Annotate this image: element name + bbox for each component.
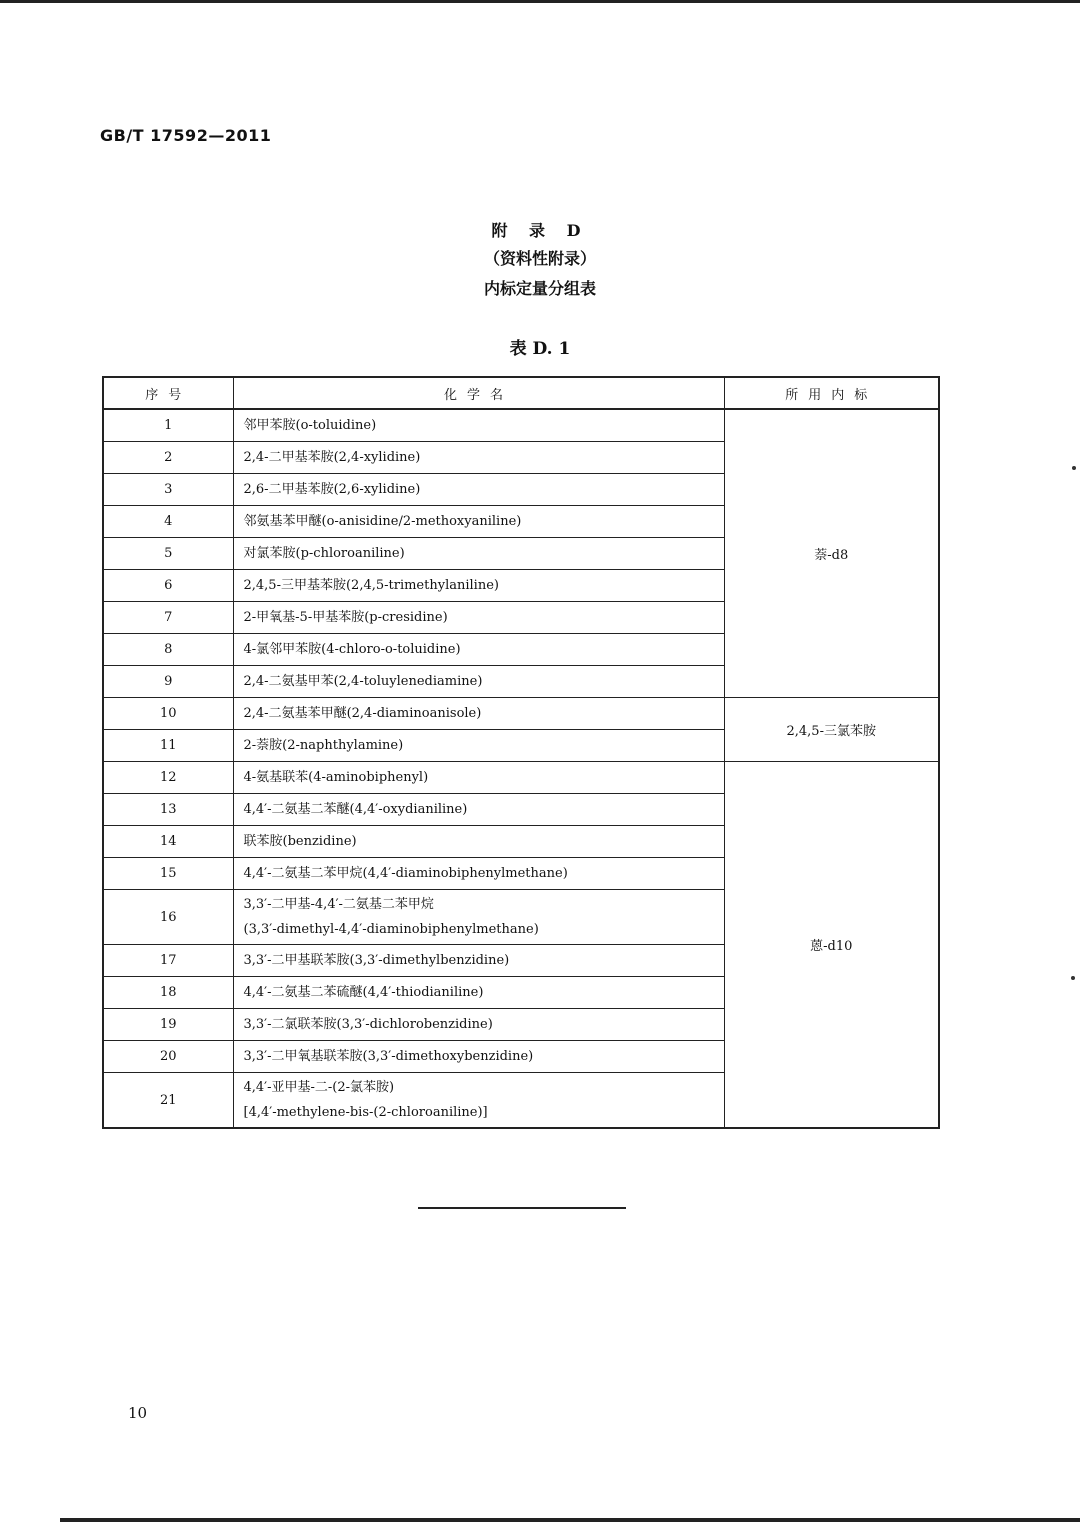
chemical-name: 4,4′-亚甲基-二-(2-氯苯胺) [4,4′-methylene-bis-(2-chloroaniline)] bbox=[233, 1073, 724, 1129]
internal-standard-table bbox=[102, 376, 940, 1129]
chemical-name: 2-甲氧基-5-甲基苯胺(p-cresidine) bbox=[233, 602, 724, 634]
chemical-name: 4,4′-二氨基二苯硫醚(4,4′-thiodianiline) bbox=[233, 977, 724, 1009]
row-number: 9 bbox=[103, 666, 233, 698]
row-number: 10 bbox=[103, 698, 233, 730]
row-number: 11 bbox=[103, 730, 233, 762]
table-row bbox=[103, 698, 939, 730]
row-number: 1 bbox=[103, 409, 233, 442]
row-number: 2 bbox=[103, 442, 233, 474]
table-row bbox=[103, 762, 939, 794]
chemical-name: 3,3′-二氯联苯胺(3,3′-dichlorobenzidine) bbox=[233, 1009, 724, 1041]
row-number: 18 bbox=[103, 977, 233, 1009]
appendix-subtitle: （资料性附录） bbox=[483, 249, 596, 268]
row-number: 6 bbox=[103, 570, 233, 602]
scan-speck bbox=[1072, 466, 1076, 470]
row-number: 14 bbox=[103, 826, 233, 858]
chemical-name: 4,4′-二氨基二苯甲烷(4,4′-diaminobiphenylmethane) bbox=[233, 858, 724, 890]
row-number: 20 bbox=[103, 1041, 233, 1073]
scan-edge-top bbox=[0, 0, 1080, 3]
row-number: 19 bbox=[103, 1009, 233, 1041]
row-number: 21 bbox=[103, 1073, 233, 1129]
chemical-name: 4,4′-二氨基二苯醚(4,4′-oxydianiline) bbox=[233, 794, 724, 826]
standard-number: GB/T 17592—2011 bbox=[100, 126, 272, 145]
scan-speck bbox=[1071, 976, 1075, 980]
chemical-name: 2,4-二甲基苯胺(2,4-xylidine) bbox=[233, 442, 724, 474]
row-number: 13 bbox=[103, 794, 233, 826]
chemical-name: 2,4,5-三甲基苯胺(2,4,5-trimethylaniline) bbox=[233, 570, 724, 602]
chemical-name: 2,4-二氨基甲苯(2,4-toluylenediamine) bbox=[233, 666, 724, 698]
internal-standard-cell: 萘-d8 bbox=[724, 409, 939, 698]
row-number: 7 bbox=[103, 602, 233, 634]
row-number: 15 bbox=[103, 858, 233, 890]
table-row bbox=[103, 409, 939, 442]
appendix-name: 内标定量分组表 bbox=[483, 279, 596, 298]
row-number: 12 bbox=[103, 762, 233, 794]
row-number: 4 bbox=[103, 506, 233, 538]
chemical-name: 邻甲苯胺(o-toluidine) bbox=[233, 409, 724, 442]
end-of-appendix-rule bbox=[418, 1207, 626, 1209]
table-header-row bbox=[103, 377, 939, 409]
chemical-name: 4-氨基联苯(4-aminobiphenyl) bbox=[233, 762, 724, 794]
row-number: 8 bbox=[103, 634, 233, 666]
chemical-name: 3,3′-二甲基联苯胺(3,3′-dimethylbenzidine) bbox=[233, 945, 724, 977]
scan-edge-bottom bbox=[60, 1518, 1080, 1522]
chemical-name: 3,3′-二甲基-4,4′-二氨基二苯甲烷 (3,3′-dimethyl-4,4′-diaminobiphenylmethane) bbox=[233, 890, 724, 945]
chemical-name: 对氯苯胺(p-chloroaniline) bbox=[233, 538, 724, 570]
row-number: 16 bbox=[103, 890, 233, 945]
chemical-name: 联苯胺(benzidine) bbox=[233, 826, 724, 858]
column-header-name: 化学名 bbox=[233, 377, 724, 409]
chemical-name: 2,4-二氨基苯甲醚(2,4-diaminoanisole) bbox=[233, 698, 724, 730]
page-number: 10 bbox=[128, 1404, 148, 1422]
chemical-name: 3,3′-二甲氧基联苯胺(3,3′-dimethoxybenzidine) bbox=[233, 1041, 724, 1073]
internal-standard-cell: 2,4,5-三氯苯胺 bbox=[724, 698, 939, 762]
chemical-name: 2,6-二甲基苯胺(2,6-xylidine) bbox=[233, 474, 724, 506]
chemical-name: 4-氯邻甲苯胺(4-chloro-o-toluidine) bbox=[233, 634, 724, 666]
row-number: 3 bbox=[103, 474, 233, 506]
row-number: 5 bbox=[103, 538, 233, 570]
appendix-title: 附 录 D bbox=[491, 221, 589, 240]
column-header-standard: 所用内标 bbox=[724, 377, 939, 409]
table-title: 表 D. 1 bbox=[509, 339, 571, 359]
internal-standard-cell: 蒽-d10 bbox=[724, 762, 939, 1129]
column-header-no: 序号 bbox=[103, 377, 233, 409]
chemical-name: 2-萘胺(2-naphthylamine) bbox=[233, 730, 724, 762]
row-number: 17 bbox=[103, 945, 233, 977]
chemical-name: 邻氨基苯甲醚(o-anisidine/2-methoxyaniline) bbox=[233, 506, 724, 538]
